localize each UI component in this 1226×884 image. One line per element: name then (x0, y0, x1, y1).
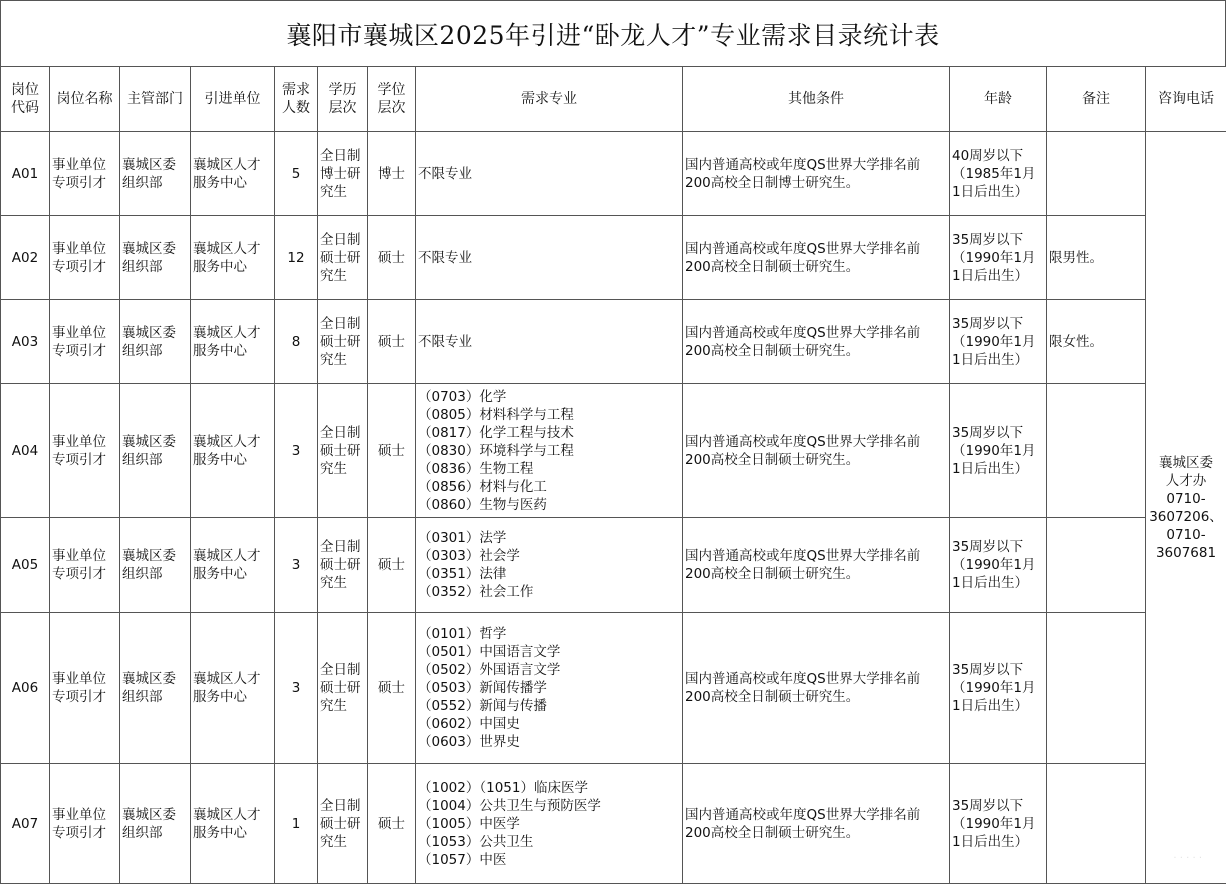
age-cell: 35周岁以下 （1990年1月 1日后出生） (950, 613, 1047, 764)
table-row (1, 300, 1226, 384)
dept-cell: 襄城区委 组织部 (120, 216, 191, 300)
age-cell: 40周岁以下 （1985年1月 1日后出生） (950, 132, 1047, 216)
edu-cell: 全日制 博士研 究生 (318, 132, 368, 216)
watermark: · · · · · (1173, 853, 1202, 864)
count-cell: 3 (275, 613, 318, 764)
count-cell: 1 (275, 764, 318, 884)
other-cell: 国内普通高校或年度QS世界大学排名前 200高校全日制硕士研究生。 (683, 300, 950, 384)
note-cell (1047, 384, 1146, 518)
major-item: 不限专业 (418, 333, 472, 350)
header-degree: 学位 层次 (368, 67, 416, 132)
major-cell (416, 613, 683, 764)
contact-cell: 襄城区委 人才办 0710- 3607206、 0710- 3607681 (1146, 132, 1226, 884)
age-cell: 35周岁以下 （1990年1月 1日后出生） (950, 216, 1047, 300)
major-item: （0602）中国史 (418, 716, 520, 732)
major-cell (416, 518, 683, 613)
header-code: 岗位 代码 (1, 67, 50, 132)
header-phone: 咨询电话 (1146, 67, 1226, 132)
unit-cell: 襄城区人才 服务中心 (191, 216, 275, 300)
dept-cell: 襄城区委 组织部 (120, 132, 191, 216)
degree-cell: 硕士 (368, 216, 416, 300)
edu-cell: 全日制 硕士研 究生 (318, 764, 368, 884)
note-cell (1047, 613, 1146, 764)
post-code-cell: A03 (1, 300, 50, 384)
other-cell: 国内普通高校或年度QS世界大学排名前 200高校全日制硕士研究生。 (683, 764, 950, 884)
post-name-cell: 事业单位 专项引才 (50, 518, 120, 613)
degree-cell: 硕士 (368, 764, 416, 884)
major-item: （0351）法律 (418, 566, 507, 582)
count-cell: 8 (275, 300, 318, 384)
note-cell (1047, 132, 1146, 216)
other-cell: 国内普通高校或年度QS世界大学排名前 200高校全日制硕士研究生。 (683, 384, 950, 518)
dept-cell: 襄城区委 组织部 (120, 518, 191, 613)
major-item: （0502）外国语言文学 (418, 662, 561, 678)
post-code-cell: A04 (1, 384, 50, 518)
header-age: 年龄 (950, 67, 1047, 132)
post-name-cell: 事业单位 专项引才 (50, 216, 120, 300)
post-code-cell: A07 (1, 764, 50, 884)
major-item: （0860）生物与医药 (418, 496, 547, 513)
edu-cell: 全日制 硕士研 究生 (318, 384, 368, 518)
unit-cell: 襄城区人才 服务中心 (191, 764, 275, 884)
note-cell (1047, 518, 1146, 613)
table-row (1, 384, 1226, 518)
major-item: （0501）中国语言文学 (418, 644, 561, 660)
edu-cell: 全日制 硕士研 究生 (318, 518, 368, 613)
major-item: （1057）中医 (418, 851, 507, 868)
edu-cell: 全日制 硕士研 究生 (318, 216, 368, 300)
major-item: （0805）材料科学与工程 (418, 406, 574, 423)
post-name-cell: 事业单位 专项引才 (50, 384, 120, 518)
degree-cell: 博士 (368, 132, 416, 216)
note-cell: 限男性。 (1047, 216, 1146, 300)
major-item: （0856）材料与化工 (418, 478, 547, 495)
table-header-row (1, 67, 1226, 132)
major-item: （0830）环境科学与工程 (418, 442, 574, 459)
header-major: 需求专业 (416, 67, 683, 132)
degree-cell: 硕士 (368, 300, 416, 384)
major-cell (416, 764, 683, 884)
age-cell: 35周岁以下 （1990年1月 1日后出生） (950, 518, 1047, 613)
major-item: 不限专业 (418, 165, 472, 182)
other-cell: 国内普通高校或年度QS世界大学排名前 200高校全日制硕士研究生。 (683, 216, 950, 300)
unit-cell: 襄城区人才 服务中心 (191, 613, 275, 764)
post-name-cell: 事业单位 专项引才 (50, 613, 120, 764)
count-cell: 3 (275, 384, 318, 518)
note-cell: 限女性。 (1047, 300, 1146, 384)
header-name: 岗位名称 (50, 67, 120, 132)
major-item: （1002）（1051）临床医学 (418, 779, 588, 796)
major-item: （0301）法学 (418, 530, 507, 546)
age-cell: 35周岁以下 （1990年1月 1日后出生） (950, 300, 1047, 384)
age-cell: 35周岁以下 （1990年1月 1日后出生） (950, 384, 1047, 518)
table-row (1, 518, 1226, 613)
major-item: （0817）化学工程与技术 (418, 424, 574, 441)
major-item: （0352）社会工作 (418, 584, 534, 600)
header-edu: 学历 层次 (318, 67, 368, 132)
edu-cell: 全日制 硕士研 究生 (318, 300, 368, 384)
note-cell (1047, 764, 1146, 884)
page-title: 襄阳市襄城区2025年引进“卧龙人才”专业需求目录统计表 (0, 0, 1226, 67)
post-name-cell: 事业单位 专项引才 (50, 300, 120, 384)
unit-cell: 襄城区人才 服务中心 (191, 132, 275, 216)
table-row (1, 613, 1226, 764)
header-unit: 引进单位 (191, 67, 275, 132)
edu-cell: 全日制 硕士研 究生 (318, 613, 368, 764)
post-name-cell: 事业单位 专项引才 (50, 132, 120, 216)
dept-cell: 襄城区委 组织部 (120, 384, 191, 518)
header-note: 备注 (1047, 67, 1146, 132)
other-cell: 国内普通高校或年度QS世界大学排名前 200高校全日制硕士研究生。 (683, 613, 950, 764)
dept-cell: 襄城区委 组织部 (120, 764, 191, 884)
header-dept: 主管部门 (120, 67, 191, 132)
post-code-cell: A02 (1, 216, 50, 300)
table-row (1, 216, 1226, 300)
table-row (1, 132, 1226, 216)
major-cell (416, 384, 683, 518)
major-item: （0303）社会学 (418, 548, 520, 564)
degree-cell: 硕士 (368, 384, 416, 518)
major-cell (416, 300, 683, 384)
header-other: 其他条件 (683, 67, 950, 132)
age-cell: 35周岁以下 （1990年1月 1日后出生） (950, 764, 1047, 884)
other-cell: 国内普通高校或年度QS世界大学排名前 200高校全日制硕士研究生。 (683, 518, 950, 613)
dept-cell: 襄城区委 组织部 (120, 613, 191, 764)
degree-cell: 硕士 (368, 613, 416, 764)
major-cell (416, 216, 683, 300)
unit-cell: 襄城区人才 服务中心 (191, 300, 275, 384)
degree-cell: 硕士 (368, 518, 416, 613)
unit-cell: 襄城区人才 服务中心 (191, 384, 275, 518)
post-code-cell: A01 (1, 132, 50, 216)
major-item: 不限专业 (418, 249, 472, 266)
count-cell: 5 (275, 132, 318, 216)
requirements-table (0, 66, 1226, 884)
post-code-cell: A05 (1, 518, 50, 613)
count-cell: 3 (275, 518, 318, 613)
major-item: （0603）世界史 (418, 734, 520, 750)
other-cell: 国内普通高校或年度QS世界大学排名前 200高校全日制博士研究生。 (683, 132, 950, 216)
major-item: （0552）新闻与传播 (418, 698, 547, 714)
major-cell (416, 132, 683, 216)
post-code-cell: A06 (1, 613, 50, 764)
post-name-cell: 事业单位 专项引才 (50, 764, 120, 884)
table-row (1, 764, 1226, 884)
major-item: （0836）生物工程 (418, 460, 534, 477)
major-item: （1053）公共卫生 (418, 833, 534, 850)
major-item: （1004）公共卫生与预防医学 (418, 797, 601, 814)
unit-cell: 襄城区人才 服务中心 (191, 518, 275, 613)
dept-cell: 襄城区委 组织部 (120, 300, 191, 384)
major-item: （1005）中医学 (418, 815, 520, 832)
major-item: （0703）化学 (418, 388, 507, 405)
major-item: （0101）哲学 (418, 626, 507, 642)
count-cell: 12 (275, 216, 318, 300)
major-item: （0503）新闻传播学 (418, 680, 547, 696)
header-count: 需求 人数 (275, 67, 318, 132)
